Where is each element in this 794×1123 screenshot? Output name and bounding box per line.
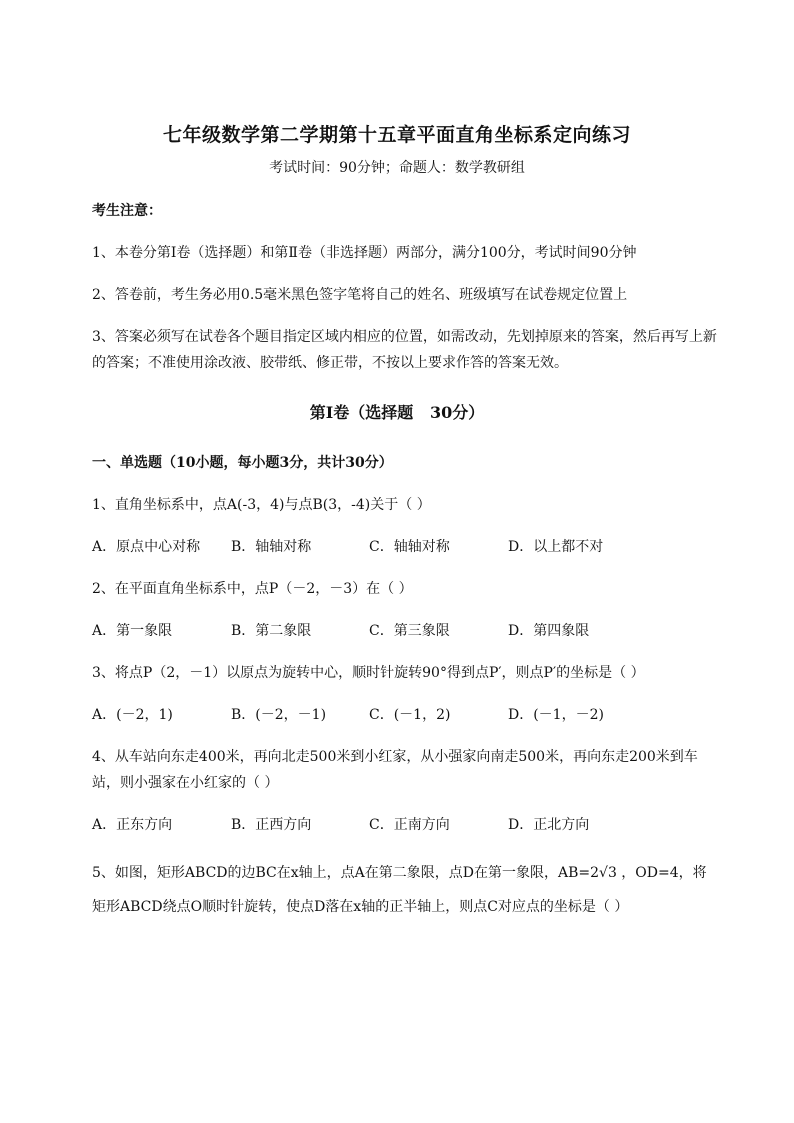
option-d: D．以上都不对 bbox=[508, 539, 604, 555]
option-b: B．轴轴对称 bbox=[231, 539, 312, 555]
option-a: A．第一象限 bbox=[92, 623, 173, 639]
option-c: C．第三象限 bbox=[369, 623, 450, 639]
option-b: B．正西方向 bbox=[231, 817, 312, 833]
option-b: B．第二象限 bbox=[231, 623, 312, 639]
question-5-stem: 5、如图，矩形ABCD的边BC在x轴上，点A在第二象限，点D在第一象限，AB=2√3 ，OD=4，将 bbox=[92, 865, 707, 881]
question-3-options bbox=[92, 704, 752, 724]
notice-item: 3、答案必须写在试卷各个题目指定区域内相应的位置，如需改动，先划掉原来的答案，然后再写上新 bbox=[92, 329, 717, 345]
option-c: C．(－1，2) bbox=[369, 707, 451, 723]
question-2-stem: 2、在平面直角坐标系中，点P（－2，－3）在（ ） bbox=[92, 581, 413, 597]
question-2-options bbox=[92, 620, 752, 640]
question-1-options bbox=[92, 536, 752, 556]
notice-item: 的答案；不准使用涂改液、胶带纸、修正带，不按以上要求作答的答案无效。 bbox=[92, 355, 568, 371]
section-title: 第I卷（选择题 30分） bbox=[309, 403, 485, 422]
question-1-stem: 1、直角坐标系中，点A(-3，4)与点B(3，-4)关于（ ） bbox=[92, 497, 431, 513]
page-title: 七年级数学第二学期第十五章平面直角坐标系定向练习 bbox=[162, 124, 631, 146]
question-4-options bbox=[92, 814, 752, 834]
option-d: D．第四象限 bbox=[508, 623, 590, 639]
question-3-stem: 3、将点P（2，－1）以原点为旋转中心，顺时针旋转90°得到点P′，则点P′的坐标是（ ） bbox=[92, 665, 645, 681]
part-heading: 一、单选题（10小题，每小题3分，共计30分） bbox=[92, 455, 393, 471]
question-5-stem: 矩形ABCD绕点O顺时针旋转，使点D落在x轴的正半轴上，则点C对应点的坐标是（ ） bbox=[92, 899, 629, 915]
option-a: A．原点中心对称 bbox=[92, 539, 201, 555]
notice-heading: 考生注意： bbox=[92, 203, 162, 219]
option-c: C．轴轴对称 bbox=[369, 539, 450, 555]
option-c: C．正南方向 bbox=[369, 817, 450, 833]
question-4-stem: 站，则小强家在小红家的（ ） bbox=[92, 775, 279, 791]
option-a: A．(－2，1) bbox=[92, 707, 173, 723]
option-d: D．(－1，－2) bbox=[508, 707, 604, 723]
notice-item: 1、本卷分第I卷（选择题）和第Ⅱ卷（非选择题）两部分，满分100分，考试时间90分钟 bbox=[92, 245, 637, 261]
option-a: A．正东方向 bbox=[92, 817, 173, 833]
question-4-stem: 4、从车站向东走400米，再向北走500米到小红家，从小强家向南走500米，再向东走200米到车 bbox=[92, 749, 698, 765]
notice-item: 2、答卷前，考生务必用0.5毫米黑色签字笔将自己的姓名、班级填写在试卷规定位置上 bbox=[92, 287, 628, 303]
option-b: B．(－2，－1) bbox=[231, 707, 327, 723]
option-d: D．正北方向 bbox=[508, 817, 590, 833]
page-subtitle: 考试时间：90分钟；命题人：数学教研组 bbox=[269, 160, 525, 176]
